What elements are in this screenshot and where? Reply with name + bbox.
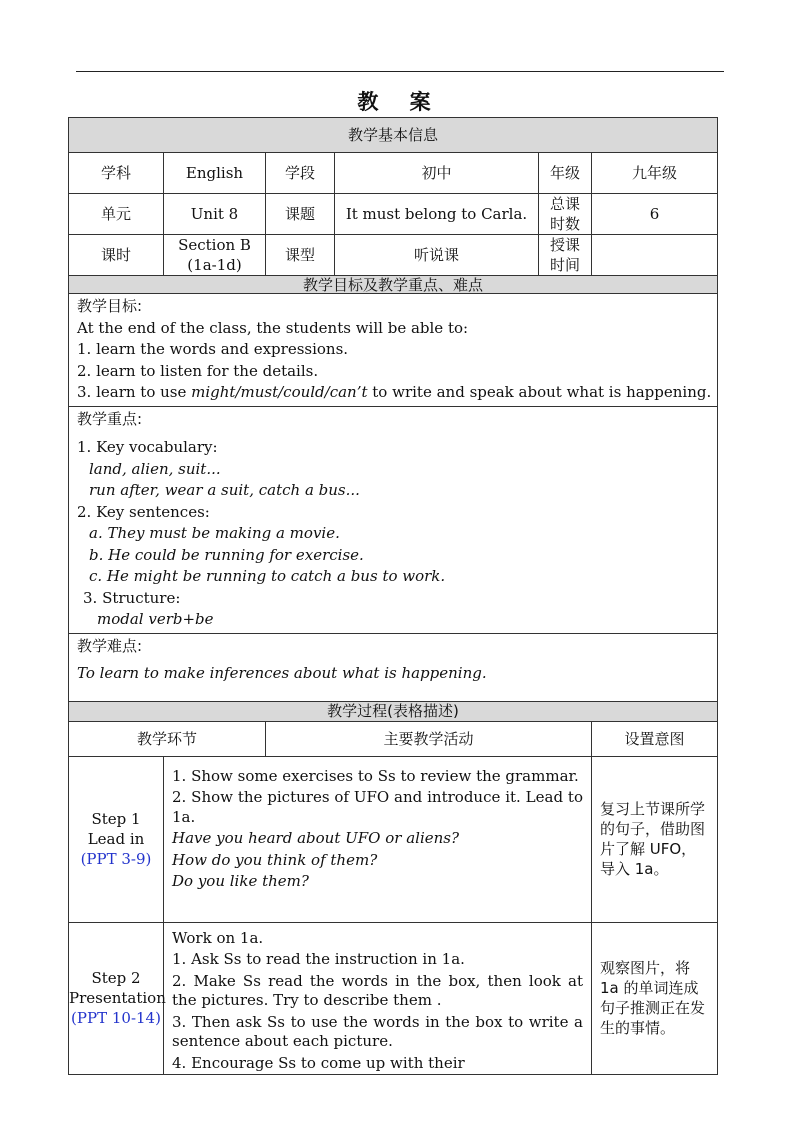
basic-info-row-3 — [69, 235, 718, 276]
step-2-activities — [164, 922, 592, 1074]
type-label: 课型 — [266, 235, 335, 276]
subject-label: 学科 — [69, 153, 164, 194]
teach-time-label — [539, 235, 592, 276]
goal-3-modals: might/must/could/can’t — [191, 383, 368, 401]
key-points-row — [69, 406, 718, 633]
step-2-name — [69, 922, 164, 1074]
unit-value: Unit 8 — [164, 194, 266, 235]
difficulty-text: To learn to make inferences about what is happening. — [77, 664, 487, 682]
goals-block — [69, 294, 718, 407]
difficulty-row — [69, 633, 718, 701]
difficulty-block — [69, 633, 718, 701]
basic-info-header-row — [69, 118, 718, 153]
activity-item: 3. Then ask Ss to use the words in the box to write a sentence about each picture. — [172, 1012, 583, 1050]
key-sentence: a. They must be making a movie. — [89, 524, 340, 542]
step-ppt-ref: (PPT 10-14) — [71, 1009, 161, 1027]
difficulty-label: 教学难点: — [77, 636, 143, 655]
step-2-purpose: 观察图片，将 1a 的单词连成句子推测正在发生的事情。 — [592, 922, 718, 1074]
activity-item: 1. Ask Ss to read the instruction in 1a. — [172, 950, 465, 968]
period-value-line-1: Section B — [178, 236, 251, 254]
lesson-plan-table — [68, 117, 718, 1075]
activity-item: 4. Encourage Ss to come up with their — [172, 1053, 465, 1072]
step-1-purpose: 复习上节课所学的句子，借助图片了解 UFO，导入 1a。 — [592, 756, 718, 922]
goal-item: 1. learn the words and expressions. — [77, 340, 349, 358]
unit-label: 单元 — [69, 194, 164, 235]
activity-item: 2. Show the pictures of UFO and introduce it. Lead to 1a. — [172, 788, 583, 826]
type-value: 听说课 — [335, 235, 539, 276]
goals-intro: At the end of the class, the students will be able to: — [77, 318, 469, 337]
stage-value: 初中 — [335, 153, 539, 194]
key-structure: modal verb+be — [97, 610, 214, 628]
activity-item: Work on 1a. — [172, 928, 264, 947]
step-1-name — [69, 756, 164, 922]
col-purpose-header: 设置意图 — [592, 721, 718, 756]
period-value-line-2: (1a-1d) — [187, 256, 242, 274]
objectives-header: 教学目标及教学重点、难点 — [69, 276, 718, 294]
key-vocabulary-phrases: run after, wear a suit, catch a bus... — [89, 481, 360, 499]
activity-item: 2. Make Ss read the words in the box, then look at the pictures. Try to describe them . — [172, 971, 583, 1009]
key-vocabulary-words: land, alien, suit... — [89, 459, 221, 478]
key-point: 1. Key vocabulary: — [77, 438, 218, 456]
basic-info-row-2 — [69, 194, 718, 235]
goal-3-suffix: to write and speak about what is happening. — [367, 383, 712, 401]
grade-label: 年级 — [539, 153, 592, 194]
total-hours-label-line-2: 时数 — [549, 215, 580, 233]
step-subtitle: Lead in — [87, 830, 145, 848]
step-title: Step 1 — [91, 810, 141, 828]
grade-value: 九年级 — [592, 153, 718, 194]
topic-value: It must belong to Carla. — [335, 194, 539, 235]
key-points-label: 教学重点: — [77, 409, 143, 428]
process-columns-row — [69, 721, 718, 756]
goals-label: 教学目标: — [77, 297, 143, 315]
objectives-header-row — [69, 276, 718, 294]
total-hours-label-line-1: 总课 — [549, 195, 580, 213]
key-point: 3. Structure: — [83, 588, 181, 607]
subject-value: English — [164, 153, 266, 194]
key-point: 2. Key sentences: — [77, 502, 210, 521]
goal-item: 2. learn to listen for the details. — [77, 361, 319, 380]
period-label: 课时 — [69, 235, 164, 276]
basic-info-header: 教学基本信息 — [69, 118, 718, 153]
key-points-block — [69, 406, 718, 633]
activity-question: Do you like them? — [172, 872, 309, 890]
activity-item: 1. Show some exercises to Ss to review the grammar. — [172, 766, 579, 785]
step-1-activities — [164, 756, 592, 922]
activity-question: How do you think of them? — [172, 850, 378, 869]
key-sentence: b. He could be running for exercise. — [89, 545, 364, 564]
document-title: 教 案 — [357, 90, 443, 114]
total-hours-label — [539, 194, 592, 235]
activity-question: Have you heard about UFO or aliens? — [172, 829, 460, 847]
goal-item — [77, 382, 712, 404]
step-title: Step 2 — [91, 969, 141, 987]
step-ppt-ref: (PPT 3-9) — [80, 850, 152, 868]
process-header: 教学过程(表格描述) — [69, 701, 718, 721]
goals-row — [69, 294, 718, 407]
period-value — [164, 235, 266, 276]
col-activity-header: 主要教学活动 — [266, 721, 592, 756]
process-header-row — [69, 701, 718, 721]
header-rule — [76, 71, 724, 72]
process-step-row — [69, 756, 718, 922]
teach-time-label-line-2: 时间 — [549, 256, 580, 274]
teach-time-label-line-1: 授课 — [549, 236, 580, 254]
step-subtitle: Presentation — [69, 989, 166, 1007]
key-sentence: c. He might be running to catch a bus to work. — [89, 567, 446, 585]
teach-time-value — [592, 235, 718, 276]
basic-info-row-1 — [69, 153, 718, 194]
goal-3-prefix: 3. learn to use — [77, 383, 192, 401]
topic-label: 课题 — [266, 194, 335, 235]
col-stage-header: 教学环节 — [69, 721, 266, 756]
stage-label: 学段 — [266, 153, 335, 194]
process-step-row — [69, 922, 718, 1074]
total-hours-value: 6 — [592, 194, 718, 235]
